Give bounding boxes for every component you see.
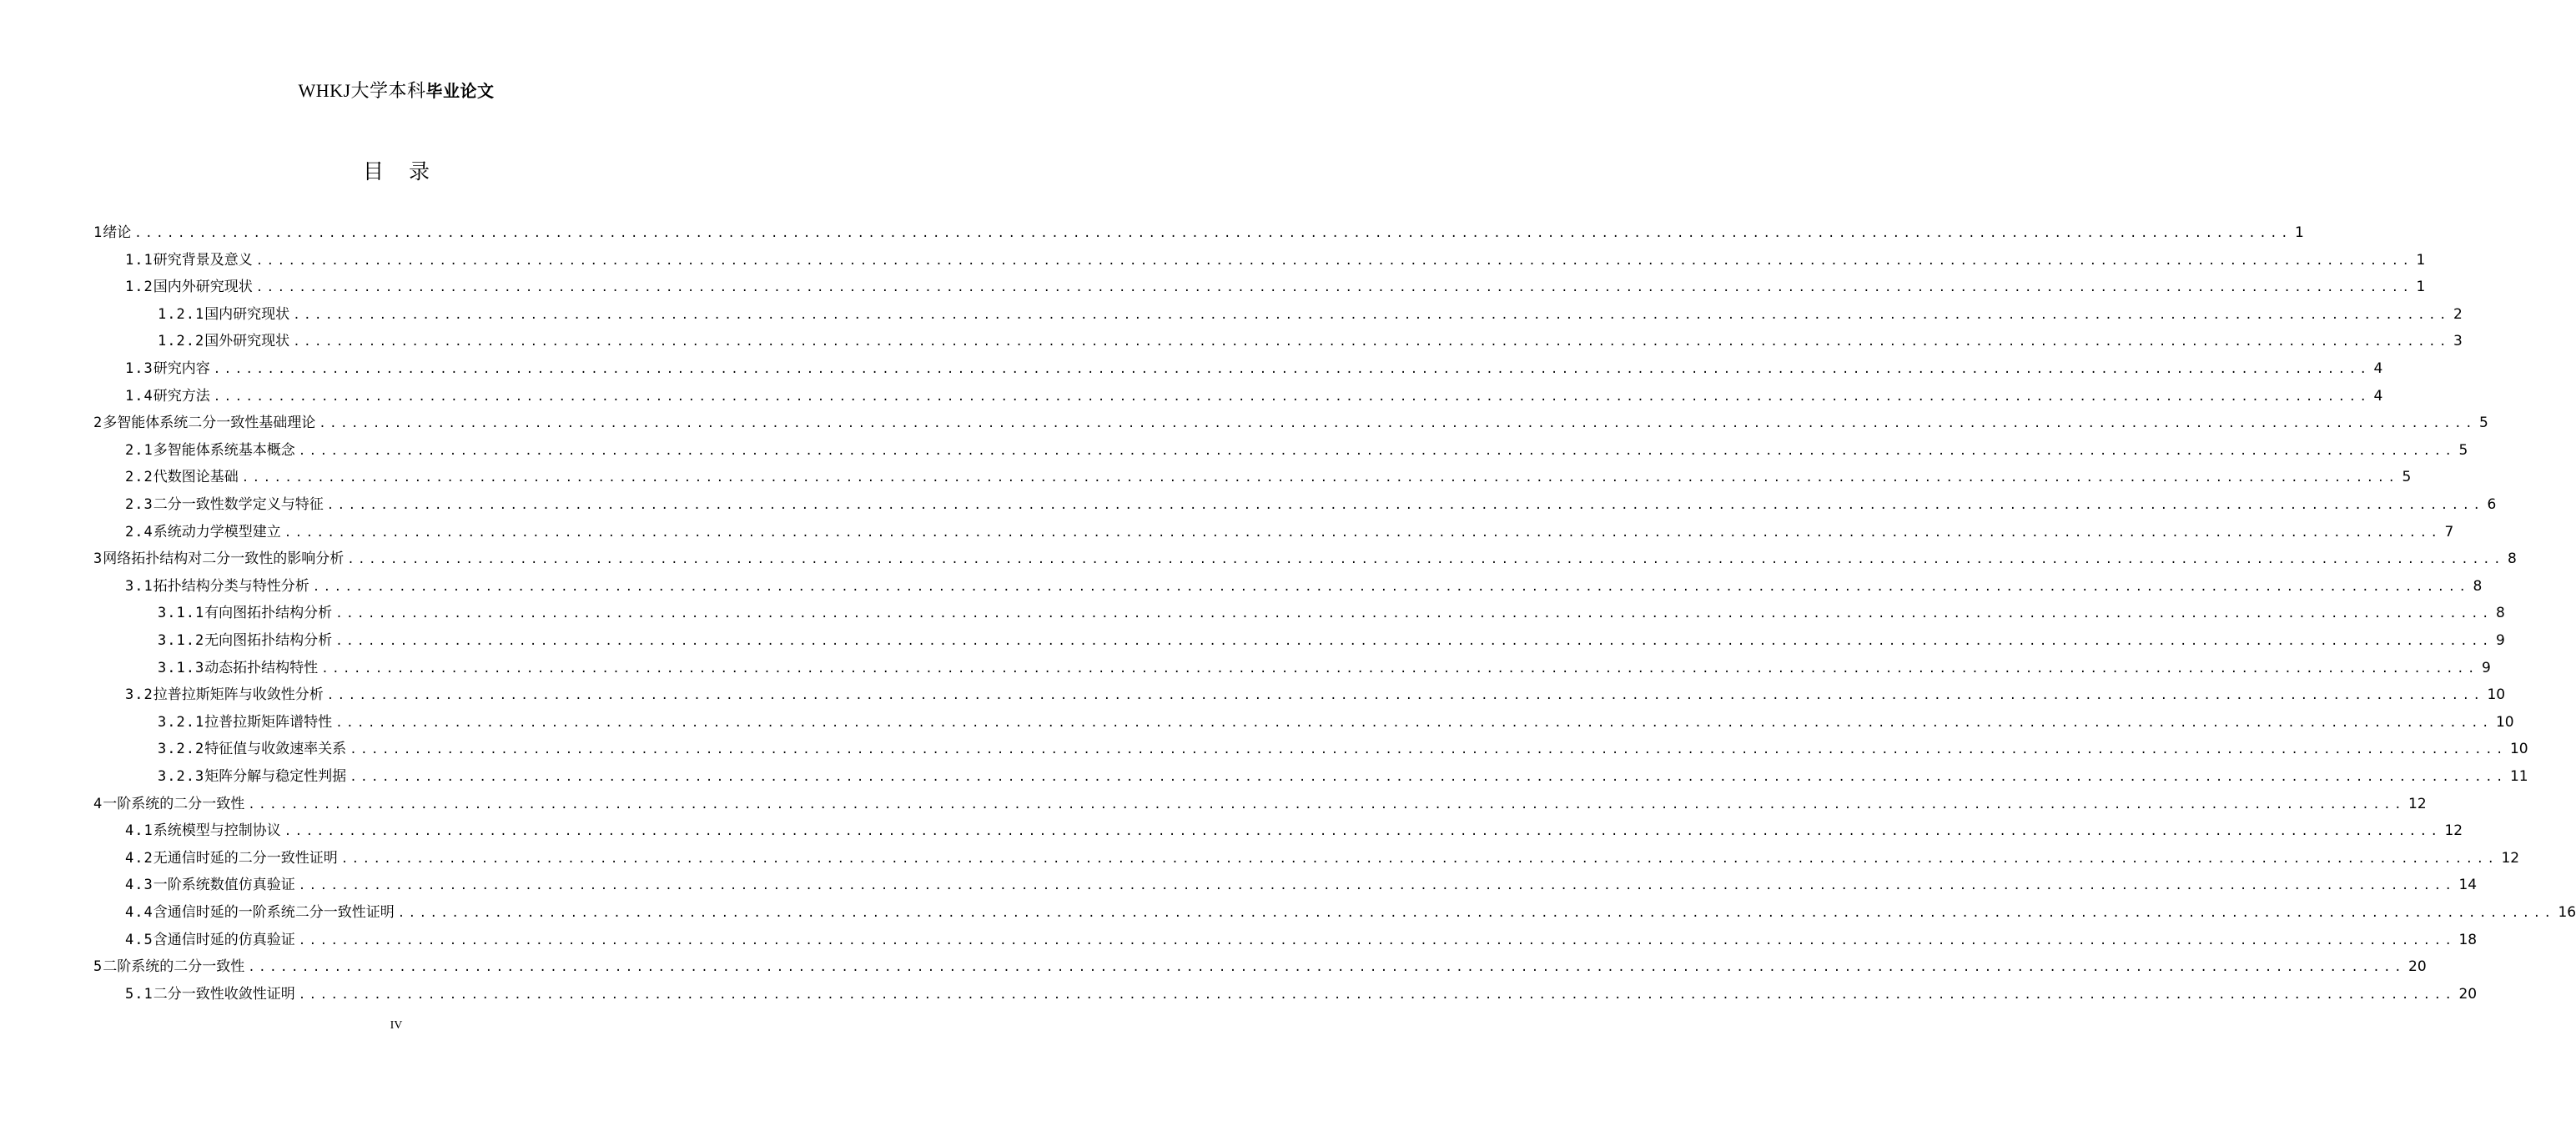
running-header — [0, 77, 792, 103]
toc-entry[interactable] — [125, 465, 2412, 490]
toc-entry-title: 多智能体系统二分一致性基础理论 — [103, 415, 316, 432]
toc-leader-dots: ........................................................................................................................................................................................................ — [298, 988, 2456, 1002]
toc-entry-title: 国内外研究现状 — [153, 279, 253, 296]
toc-entry-page: 4 — [2373, 360, 2383, 377]
toc-entry-number: 4.1 — [125, 822, 153, 840]
toc-entry-page: 2 — [2453, 305, 2463, 323]
toc-entry-number: 1.3 — [125, 360, 153, 377]
toc-entry[interactable] — [158, 329, 2463, 354]
toc-entry-number: 3.1.2 — [158, 632, 205, 649]
toc-entry-title: 矩阵分解与稳定性判据 — [204, 768, 347, 785]
toc-entry-page: 14 — [2458, 877, 2478, 894]
toc-entry-number: 3.1.3 — [158, 659, 205, 676]
toc-entry-title: 特征值与收敛速率关系 — [204, 741, 347, 758]
toc-entry-page: 7 — [2444, 523, 2454, 540]
toc-entry-page: 5 — [2402, 469, 2412, 486]
toc-entry-number: 1.4 — [125, 387, 153, 405]
toc-leader-dots: ........................................................................................................................................................................................................ — [213, 390, 2371, 404]
toc-entry[interactable] — [125, 900, 2576, 925]
toc-entry[interactable] — [158, 710, 2514, 735]
toc-entry-number: 3.1.1 — [158, 605, 205, 622]
toc-entry-page: 5 — [2458, 441, 2468, 459]
toc-entry-number: 1.2 — [125, 279, 153, 296]
toc-entry[interactable] — [158, 736, 2528, 762]
toc-leader-dots: ........................................................................................................................................................................................................ — [335, 716, 2493, 730]
toc-entry-page: 10 — [2495, 713, 2514, 731]
toc-entry-number: 3.2 — [125, 686, 153, 704]
toc-leader-dots: ........................................................................................................................................................................................................ — [335, 635, 2493, 648]
toc-entry-page: 10 — [2487, 686, 2506, 704]
toc-entry-number: 3 — [93, 550, 103, 568]
toc-entry-number: 2.2 — [125, 469, 153, 486]
toc-entry[interactable] — [125, 872, 2478, 897]
toc-entry-title: 含通信时延的一阶系统二分一致性证明 — [153, 904, 395, 921]
toc-entry-title: 拉普拉斯矩阵谱特性 — [204, 713, 333, 731]
toc-leader-dots: ........................................................................................................................................................................................................ — [241, 471, 2399, 485]
toc-entry-title: 二阶系统的二分一致性 — [103, 958, 245, 976]
toc-entry[interactable] — [158, 628, 2505, 653]
toc-leader-dots: ........................................................................................................................................................................................................ — [347, 553, 2504, 567]
toc-entry[interactable] — [125, 274, 2426, 299]
toc-entry-number: 2.1 — [125, 441, 153, 459]
toc-entry-page: 6 — [2487, 496, 2497, 513]
toc-entry[interactable] — [125, 982, 2478, 1007]
toc-entry[interactable] — [125, 520, 2454, 545]
toc-entry-title: 二分一致性数学定义与特征 — [153, 496, 324, 513]
toc-entry[interactable] — [125, 818, 2463, 843]
toc-entry-number: 2.3 — [125, 496, 153, 513]
toc-entry-title: 一阶系统的二分一致性 — [103, 795, 245, 812]
toc-entry[interactable] — [125, 846, 2520, 871]
toc-entry-page: 1 — [2416, 279, 2426, 296]
toc-leader-dots: ........................................................................................................................................................................................................ — [248, 961, 2405, 975]
toc-entry-title: 研究背景及意义 — [153, 251, 253, 269]
page-number: IV — [390, 1019, 403, 1032]
toc-entry-title: 国内研究现状 — [204, 305, 290, 323]
toc-entry-page: 12 — [2501, 849, 2520, 867]
toc-entry-title: 含通信时延的仿真验证 — [153, 931, 295, 948]
toc-entry-title: 一阶系统数值仿真验证 — [153, 877, 295, 894]
toc-entry[interactable] — [93, 410, 2488, 435]
toc-entry-number: 1.2.1 — [158, 305, 205, 323]
toc-entry-number: 3.2.2 — [158, 741, 205, 758]
toc-entry-page: 8 — [2508, 550, 2517, 568]
toc-entry[interactable] — [158, 764, 2528, 789]
toc-entry-page: 8 — [2473, 577, 2483, 595]
toc-leader-dots: ........................................................................................................................................................................................................ — [298, 444, 2456, 458]
toc-leader-dots: ........................................................................................................................................................................................................ — [248, 797, 2405, 812]
toc-entry-page: 1 — [2295, 224, 2304, 241]
toc-entry-page: 9 — [2481, 659, 2491, 676]
toc-leader-dots: ........................................................................................................................................................................................................ — [335, 607, 2493, 621]
toc-entry-number: 1.2.2 — [158, 333, 205, 350]
toc-entry-number: 2 — [93, 415, 103, 432]
toc-entry[interactable] — [125, 492, 2497, 517]
toc-entry[interactable] — [93, 954, 2427, 979]
toc-entry[interactable] — [125, 248, 2426, 273]
toc-entry-number: 5.1 — [125, 985, 153, 1003]
toc-leader-dots: ........................................................................................................................................................................................................ — [326, 499, 2484, 512]
toc-entry-page: 8 — [2495, 605, 2505, 622]
toc-entry-number: 4.5 — [125, 931, 153, 948]
toc-entry[interactable] — [93, 792, 2427, 817]
toc-leader-dots: ........................................................................................................................................................................................................ — [255, 254, 2413, 268]
toc-entry-number: 2.4 — [125, 523, 153, 540]
toc-entry-page: 5 — [2479, 415, 2488, 432]
toc-entry[interactable] — [158, 656, 2491, 681]
toc-entry-number: 1.1 — [125, 251, 153, 269]
toc-entry[interactable] — [158, 302, 2463, 327]
toc-entry-page: 20 — [2458, 985, 2478, 1003]
toc-entry[interactable] — [125, 356, 2383, 381]
toc-leader-dots: ........................................................................................................................................................................................................ — [350, 771, 2507, 784]
header-university: WHKJ大学本科 — [298, 80, 426, 101]
toc-entry[interactable] — [93, 220, 2304, 245]
toc-leader-dots: ........................................................................................................................................................................................................ — [326, 689, 2484, 703]
toc-entry-number: 4.2 — [125, 849, 153, 867]
toc-entry[interactable] — [158, 601, 2505, 626]
toc-leader-dots: ........................................................................................................................................................................................................ — [134, 227, 2292, 240]
toc-entry-title: 无向图拓扑结构分析 — [204, 632, 333, 649]
toc-entry[interactable] — [125, 927, 2478, 953]
toc-entry-page: 12 — [2444, 822, 2463, 840]
toc-entry-title: 研究内容 — [153, 360, 210, 377]
toc-leader-dots: ........................................................................................................................................................................................................ — [321, 661, 2478, 676]
toc-entry-page: 18 — [2458, 931, 2478, 948]
toc-entry-number: 3.2.1 — [158, 713, 205, 731]
toc-entry-page: 11 — [2509, 768, 2528, 785]
toc-entry[interactable] — [125, 438, 2468, 463]
toc-leader-dots: ........................................................................................................................................................................................................ — [293, 335, 2450, 349]
toc-entry-page: 10 — [2509, 741, 2528, 758]
toc-entry-number: 3.1 — [125, 577, 153, 595]
toc-entry-title: 国外研究现状 — [204, 333, 290, 350]
toc-title: 目录 — [362, 159, 455, 183]
toc-leader-dots: ........................................................................................................................................................................................................ — [284, 825, 2442, 839]
toc-entry-page: 9 — [2495, 632, 2505, 649]
toc-entry-page: 12 — [2408, 795, 2427, 812]
toc-entry-page: 4 — [2373, 387, 2383, 405]
toc-entry-number: 4 — [93, 795, 103, 812]
toc-leader-dots: ........................................................................................................................................................................................................ — [255, 281, 2413, 295]
toc-entry-page: 16 — [2558, 904, 2576, 921]
toc-leader-dots: ........................................................................................................................................................................................................ — [293, 308, 2450, 322]
toc-entry-page: 1 — [2416, 251, 2426, 269]
toc-entry[interactable] — [125, 384, 2383, 409]
toc-entry-title: 动态拓扑结构特性 — [204, 659, 319, 676]
toc-entry-title: 拉普拉斯矩阵与收敛性分析 — [153, 686, 324, 704]
toc-entry[interactable] — [93, 546, 2517, 571]
toc-entry-title: 二分一致性收敛性证明 — [153, 985, 295, 1003]
toc-entry-title: 系统动力学模型建立 — [153, 523, 281, 540]
toc-leader-dots: ........................................................................................................................................................................................................ — [340, 852, 2498, 866]
toc-entry-title: 网络拓扑结构对二分一致性的影响分析 — [103, 550, 345, 568]
toc-entry-number: 3.2.3 — [158, 768, 205, 785]
toc-leader-dots: ........................................................................................................................................................................................................ — [298, 879, 2456, 893]
toc-entry[interactable] — [125, 682, 2506, 707]
toc-entry-title: 绪论 — [103, 224, 132, 241]
toc-entry-page: 20 — [2408, 958, 2427, 976]
toc-leader-dots: ........................................................................................................................................................................................................ — [284, 525, 2442, 540]
toc-entry-title: 研究方法 — [153, 387, 210, 405]
toc-entry-title: 拓扑结构分类与特性分析 — [153, 577, 309, 595]
toc-entry-title: 代数图论基础 — [153, 469, 239, 486]
toc-entry-page: 3 — [2453, 333, 2463, 350]
toc-entry-title: 有向图拓扑结构分析 — [204, 605, 333, 622]
toc-leader-dots: ........................................................................................................................................................................................................ — [319, 417, 2476, 431]
toc-entry-number: 4.4 — [125, 904, 153, 921]
toc-entry-title: 多智能体系统基本概念 — [153, 441, 295, 459]
toc-entry-title: 系统模型与控制协议 — [153, 822, 281, 840]
toc-leader-dots: ........................................................................................................................................................................................................ — [298, 933, 2456, 948]
toc-leader-dots: ........................................................................................................................................................................................................ — [350, 743, 2507, 757]
toc-entry-number: 1 — [93, 224, 103, 241]
toc-entry-number: 5 — [93, 958, 103, 976]
toc-leader-dots: ........................................................................................................................................................................................................ — [213, 363, 2371, 376]
toc-leader-dots: ........................................................................................................................................................................................................ — [312, 580, 2470, 594]
toc-entry-number: 4.3 — [125, 877, 153, 894]
toc-leader-dots: ........................................................................................................................................................................................................ — [397, 907, 2555, 920]
toc-entry-title: 无通信时延的二分一致性证明 — [153, 849, 338, 867]
toc-entry[interactable] — [125, 574, 2483, 599]
header-thesis-label: 毕业论文 — [425, 81, 495, 101]
